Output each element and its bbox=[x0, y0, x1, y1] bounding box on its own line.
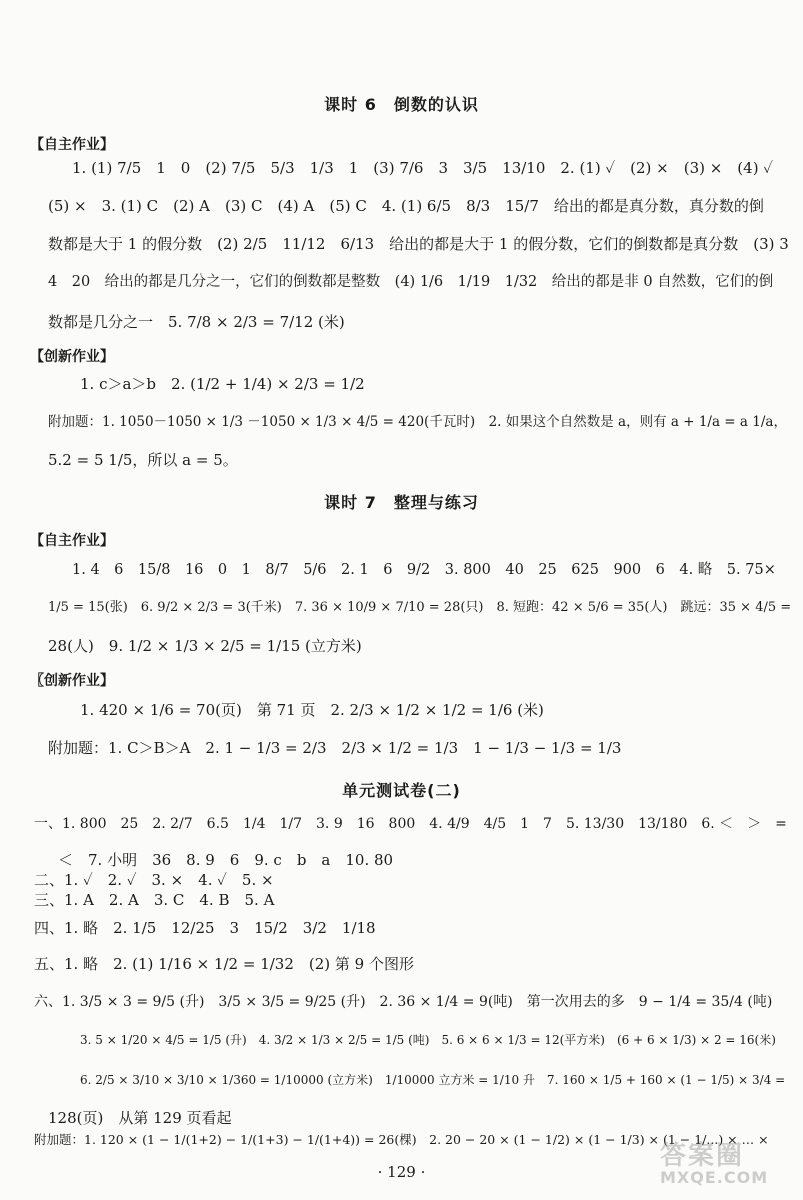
answer-line: 1. 4 6 15/8 16 0 1 8/7 5/6 2. 1 6 9/2 3. 800 40 25 625 900 6 4. 略 5. 75× bbox=[72, 562, 776, 578]
tag-self-homework-2: 【自主作业】 bbox=[30, 533, 114, 549]
answer-line: 6. 2/5 × 3/10 × 3/10 × 1/360 = 1/10000 (立方米) 1/10000 立方米 = 1/10 升 7. 160 × 1/5 + 160 × (1 − 1/5) × 3/4 = bbox=[80, 1073, 786, 1087]
answer-line: 四、1. 略 2. 1/5 12/25 3 15/2 3/2 1/18 bbox=[34, 919, 376, 937]
answer-line: ＜ 7. 小明 36 8. 9 6 9. c b a 10. 80 bbox=[58, 851, 394, 869]
answer-line: 附加题：1. 120 × (1 − 1/(1+2) − 1/(1+3) − 1/(1+4)) = 26(棵) 2. 20 − 20 × (1 − 1/2) × (1 − 1/3) × (1 − 1/...) × … × bbox=[34, 1132, 769, 1147]
answer-line: 数都是几分之一 5. 7/8 × 2/3 = 7/12 (米) bbox=[48, 313, 345, 331]
answer-line: 1/5 = 15(张) 6. 9/2 × 2/3 = 3(千米) 7. 36 × 10/9 × 7/10 = 28(只) 8. 短跑：42 × 5/6 = 35(人) 跳远：35 × 4/5 = bbox=[48, 600, 792, 615]
answer-line: 1. c＞a＞b 2. (1/2 + 1/4) × 2/3 = 1/2 bbox=[80, 375, 365, 393]
answer-line: 数都是大于 1 的假分数 (2) 2/5 11/12 6/13 给出的都是大于 1 的假分数，它们的倒数都是真分数 (3) 3 bbox=[48, 235, 789, 253]
tag-innovation-homework: 【创新作业】 bbox=[30, 349, 114, 365]
answer-line: 128(页) 从第 129 页看起 bbox=[48, 1109, 232, 1127]
answer-line: 4 20 给出的都是几分之一，它们的倒数都是整数 (4) 1/6 1/19 1/32 给出的都是非 0 自然数，它们的倒 bbox=[48, 274, 774, 290]
watermark-logo: 答案圈 MXQE.COM bbox=[660, 1141, 769, 1187]
answer-line: 附加题：1. C＞B＞A 2. 1 − 1/3 = 2/3 2/3 × 1/2 = 1/3 1 − 1/3 − 1/3 = 1/3 bbox=[48, 739, 622, 757]
answer-line: 3. 5 × 1/20 × 4/5 = 1/5 (升) 4. 3/2 × 1/3 × 2/5 = 1/5 (吨) 5. 6 × 6 × 1/3 = 12(平方米) (6 + 6 × 1/3) × 2 = 16(米) bbox=[80, 1033, 776, 1047]
section-title-unit-test: 单元测试卷(二) bbox=[342, 781, 461, 800]
answer-line: 五、1. 略 2. (1) 1/16 × 1/2 = 1/32 (2) 第 9 个图形 bbox=[34, 955, 414, 973]
answer-line: 1. (1) 7/5 1 0 (2) 7/5 5/3 1/3 1 (3) 7/6 3 3/5 13/10 2. (1) ✓ (2) × (3) × (4) ✓ bbox=[72, 159, 774, 177]
section-title-lesson6: 课时 6 倒数的认识 bbox=[324, 95, 479, 114]
tag-innovation-homework-2: 〖创新作业】 bbox=[30, 673, 114, 689]
answer-line: 5.2 = 5 1/5，所以 a = 5。 bbox=[48, 451, 238, 469]
answer-line: 附加题：1. 1050－1050 × 1/3 －1050 × 1/3 × 4/5 = 420(千瓦时) 2. 如果这个自然数是 a，则有 a + 1/a = a 1/a， bbox=[48, 414, 787, 430]
page-number: · 129 · bbox=[377, 1163, 426, 1181]
answer-line: 三、1. A 2. A 3. C 4. B 5. A bbox=[34, 891, 275, 909]
answer-line: 一、1. 800 25 2. 2/7 6.5 1/4 1/7 3. 9 16 800 4. 4/9 4/5 1 7 5. 13/30 13/180 6. ＜ ＞ = bbox=[34, 816, 787, 832]
section-title-lesson7: 课时 7 整理与练习 bbox=[324, 493, 479, 512]
tag-self-homework: 【自主作业】 bbox=[30, 137, 114, 153]
answer-line: (5) × 3. (1) C (2) A (3) C (4) A (5) C 4. (1) 6/5 8/3 15/7 给出的都是真分数，真分数的倒 bbox=[48, 197, 764, 215]
answer-line: 六、1. 3/5 × 3 = 9/5 (升) 3/5 × 3/5 = 9/25 (升) 2. 36 × 1/4 = 9(吨) 第一次用去的多 9 − 1/4 = 35/4 (吨) bbox=[34, 994, 773, 1010]
answer-line: 1. 420 × 1/6 = 70(页) 第 71 页 2. 2/3 × 1/2 × 1/2 = 1/6 (米) bbox=[80, 701, 544, 719]
answer-line: 28(人) 9. 1/2 × 1/3 × 2/5 = 1/15 (立方米) bbox=[48, 637, 362, 655]
answer-line: 二、1. ✓ 2. ✓ 3. × 4. ✓ 5. × bbox=[34, 871, 274, 889]
